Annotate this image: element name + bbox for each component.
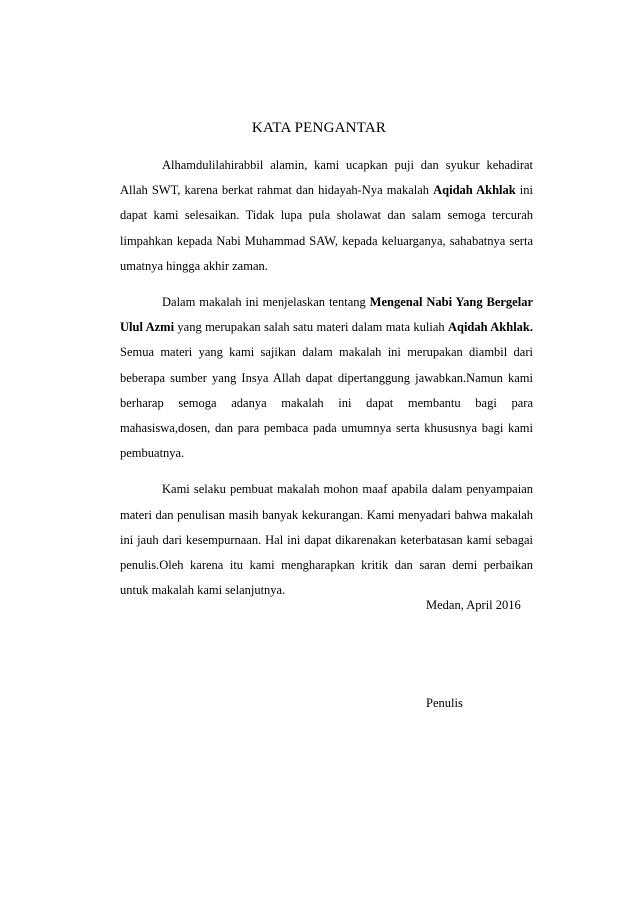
text-run: yang merupakan salah satu materi dalam mata kuliah (174, 320, 448, 335)
body-text (120, 153, 533, 614)
paragraph (120, 153, 533, 279)
place-date: Medan, April 2016 (426, 598, 521, 612)
signer: Penulis (426, 696, 463, 710)
text-run: Dalam makalah ini menjelaskan tentang (162, 295, 370, 310)
bold-text: Aqidah Akhlak (433, 183, 516, 198)
text-run: ini dapat kami selesaikan. Tidak lupa pula sholawat dan salam semoga tercurah limpahkan kepada Nabi Muhammad SAW, kepada keluarganya, sahabatnya serta umatnya hingga akhir zaman. (120, 183, 533, 273)
text-run: Alhamdulilahirabbil alamin, kami ucapkan puji dan syukur kehadirat Allah SWT, karena berkat rahmat dan hidayah-Nya makalah (120, 158, 533, 198)
page-title: KATA PENGANTAR (251, 120, 387, 136)
bold-text: Aqidah Akhlak. (447, 320, 533, 335)
text-run: Semua materi yang kami sajikan dalam makalah ini merupakan diambil dari beberapa sumber yang Insya Allah dapat dipertanggung jawabkan.Namun kami berharap semoga adanya makalah ini dapat membantu bagi para mahasiswa,dosen, dan para pembaca pada umumnya serta khususnya bagi kami pembuatnya. (120, 345, 533, 461)
bold-text: Mengenal Nabi Yang Bergelar Ulul Azmi (120, 295, 534, 335)
paragraph (120, 290, 533, 466)
paragraph (120, 477, 533, 603)
text-run: Kami selaku pembuat makalah mohon maaf apabila dalam penyampaian materi dan penulisan masih banyak kekurangan. Kami menyadari bahwa makalah ini jauh dari kesempurnaan. Hal ini dapat dikarenakan keterbatasan kami sebagai penulis.Oleh karena itu kami mengharapkan kritik dan saran demi perbaikan untuk makalah kami selanjutnya. (120, 482, 533, 598)
